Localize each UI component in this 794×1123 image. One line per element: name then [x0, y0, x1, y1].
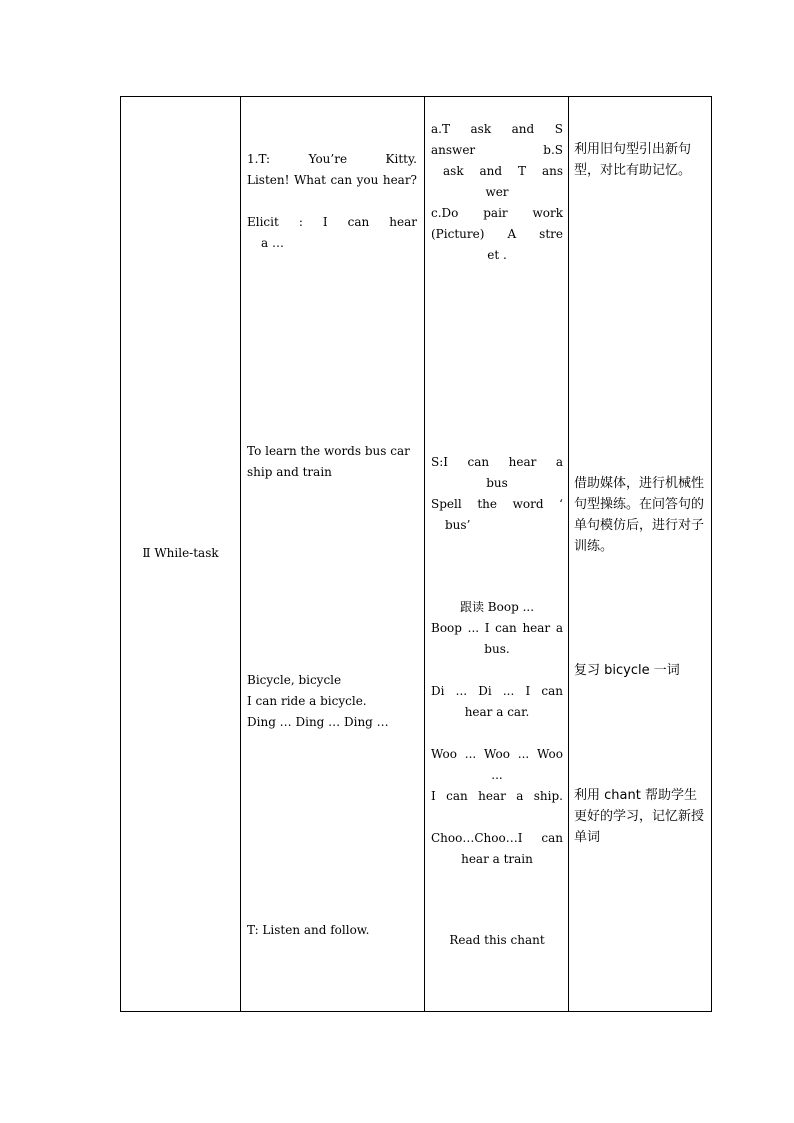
activity-line: a.T ask and S — [431, 122, 563, 136]
activity-line: wer — [485, 185, 509, 199]
stage-label: Ⅱ While-task — [142, 546, 219, 560]
procedure-1-line: a … — [261, 236, 284, 250]
procedure-2 — [247, 441, 417, 483]
activity-line: Boop ... I can hear a — [431, 621, 563, 635]
column-divider — [240, 97, 241, 1011]
activity-line: Read this chant — [449, 933, 545, 947]
procedure-1 — [247, 149, 417, 254]
column-divider — [424, 97, 425, 1011]
purpose-3: 复习 bicycle 一词 — [574, 663, 680, 678]
purpose-2: 借助媒体，进行机械性句型操练。在问答句的单句模仿后，进行对子训练。 — [574, 476, 705, 554]
activity-line: c.Do pair work — [431, 206, 563, 220]
activity-line: I can hear a ship. — [431, 789, 563, 803]
procedure-3-line: I can ride a bicycle. — [247, 694, 367, 708]
activity-line: bus — [486, 476, 508, 490]
procedure-3 — [247, 670, 417, 733]
activity-line: Di ... Di ... I can — [431, 684, 563, 698]
activity-line: ... — [491, 768, 503, 782]
activity-4 — [431, 930, 563, 951]
activity-line: (Picture) A stre — [431, 227, 563, 241]
procedure-2-line: To learn the words bus car — [247, 444, 410, 458]
activity-line: hear a train — [461, 852, 533, 866]
procedure-3-line: Ding … Ding … Ding … — [247, 715, 389, 729]
activity-1 — [431, 119, 563, 266]
procedure-4-line: T: Listen and follow. — [247, 923, 370, 937]
activity-line: Woo ... Woo ... Woo — [431, 747, 563, 761]
purpose-4: 利用 chant 帮助学生更好的学习，记忆新授单词 — [574, 788, 705, 845]
column-divider — [568, 97, 569, 1011]
activity-line: Spell the word ‘ — [431, 497, 563, 511]
activity-line: bus’ — [445, 518, 471, 532]
activity-line: S:I can hear a — [431, 455, 563, 469]
activity-3 — [431, 597, 563, 870]
procedure-3-line: Bicycle, bicycle — [247, 673, 342, 687]
activity-line: bus. — [484, 642, 510, 656]
purpose-1: 利用旧句型引出新句型，对比有助记忆。 — [574, 142, 692, 178]
activity-line: answer b.S — [431, 143, 563, 157]
procedure-2-line: ship and train — [247, 465, 332, 479]
procedure-1-line: 1.T: You’re Kitty. — [247, 152, 417, 166]
procedure-4 — [247, 920, 417, 941]
activity-2 — [431, 452, 563, 536]
activity-line: et . — [487, 248, 507, 262]
procedure-1-line: Listen! What can you hear? — [247, 173, 417, 187]
procedure-1-line: Elicit : I can hear — [247, 215, 417, 229]
activity-line: Choo…Choo…I can — [431, 831, 563, 845]
activity-line: hear a car. — [464, 705, 530, 719]
lesson-plan-table — [120, 96, 712, 1012]
activity-line: ask and T ans — [443, 164, 563, 178]
activity-line: 跟读 Boop ... — [459, 600, 535, 614]
